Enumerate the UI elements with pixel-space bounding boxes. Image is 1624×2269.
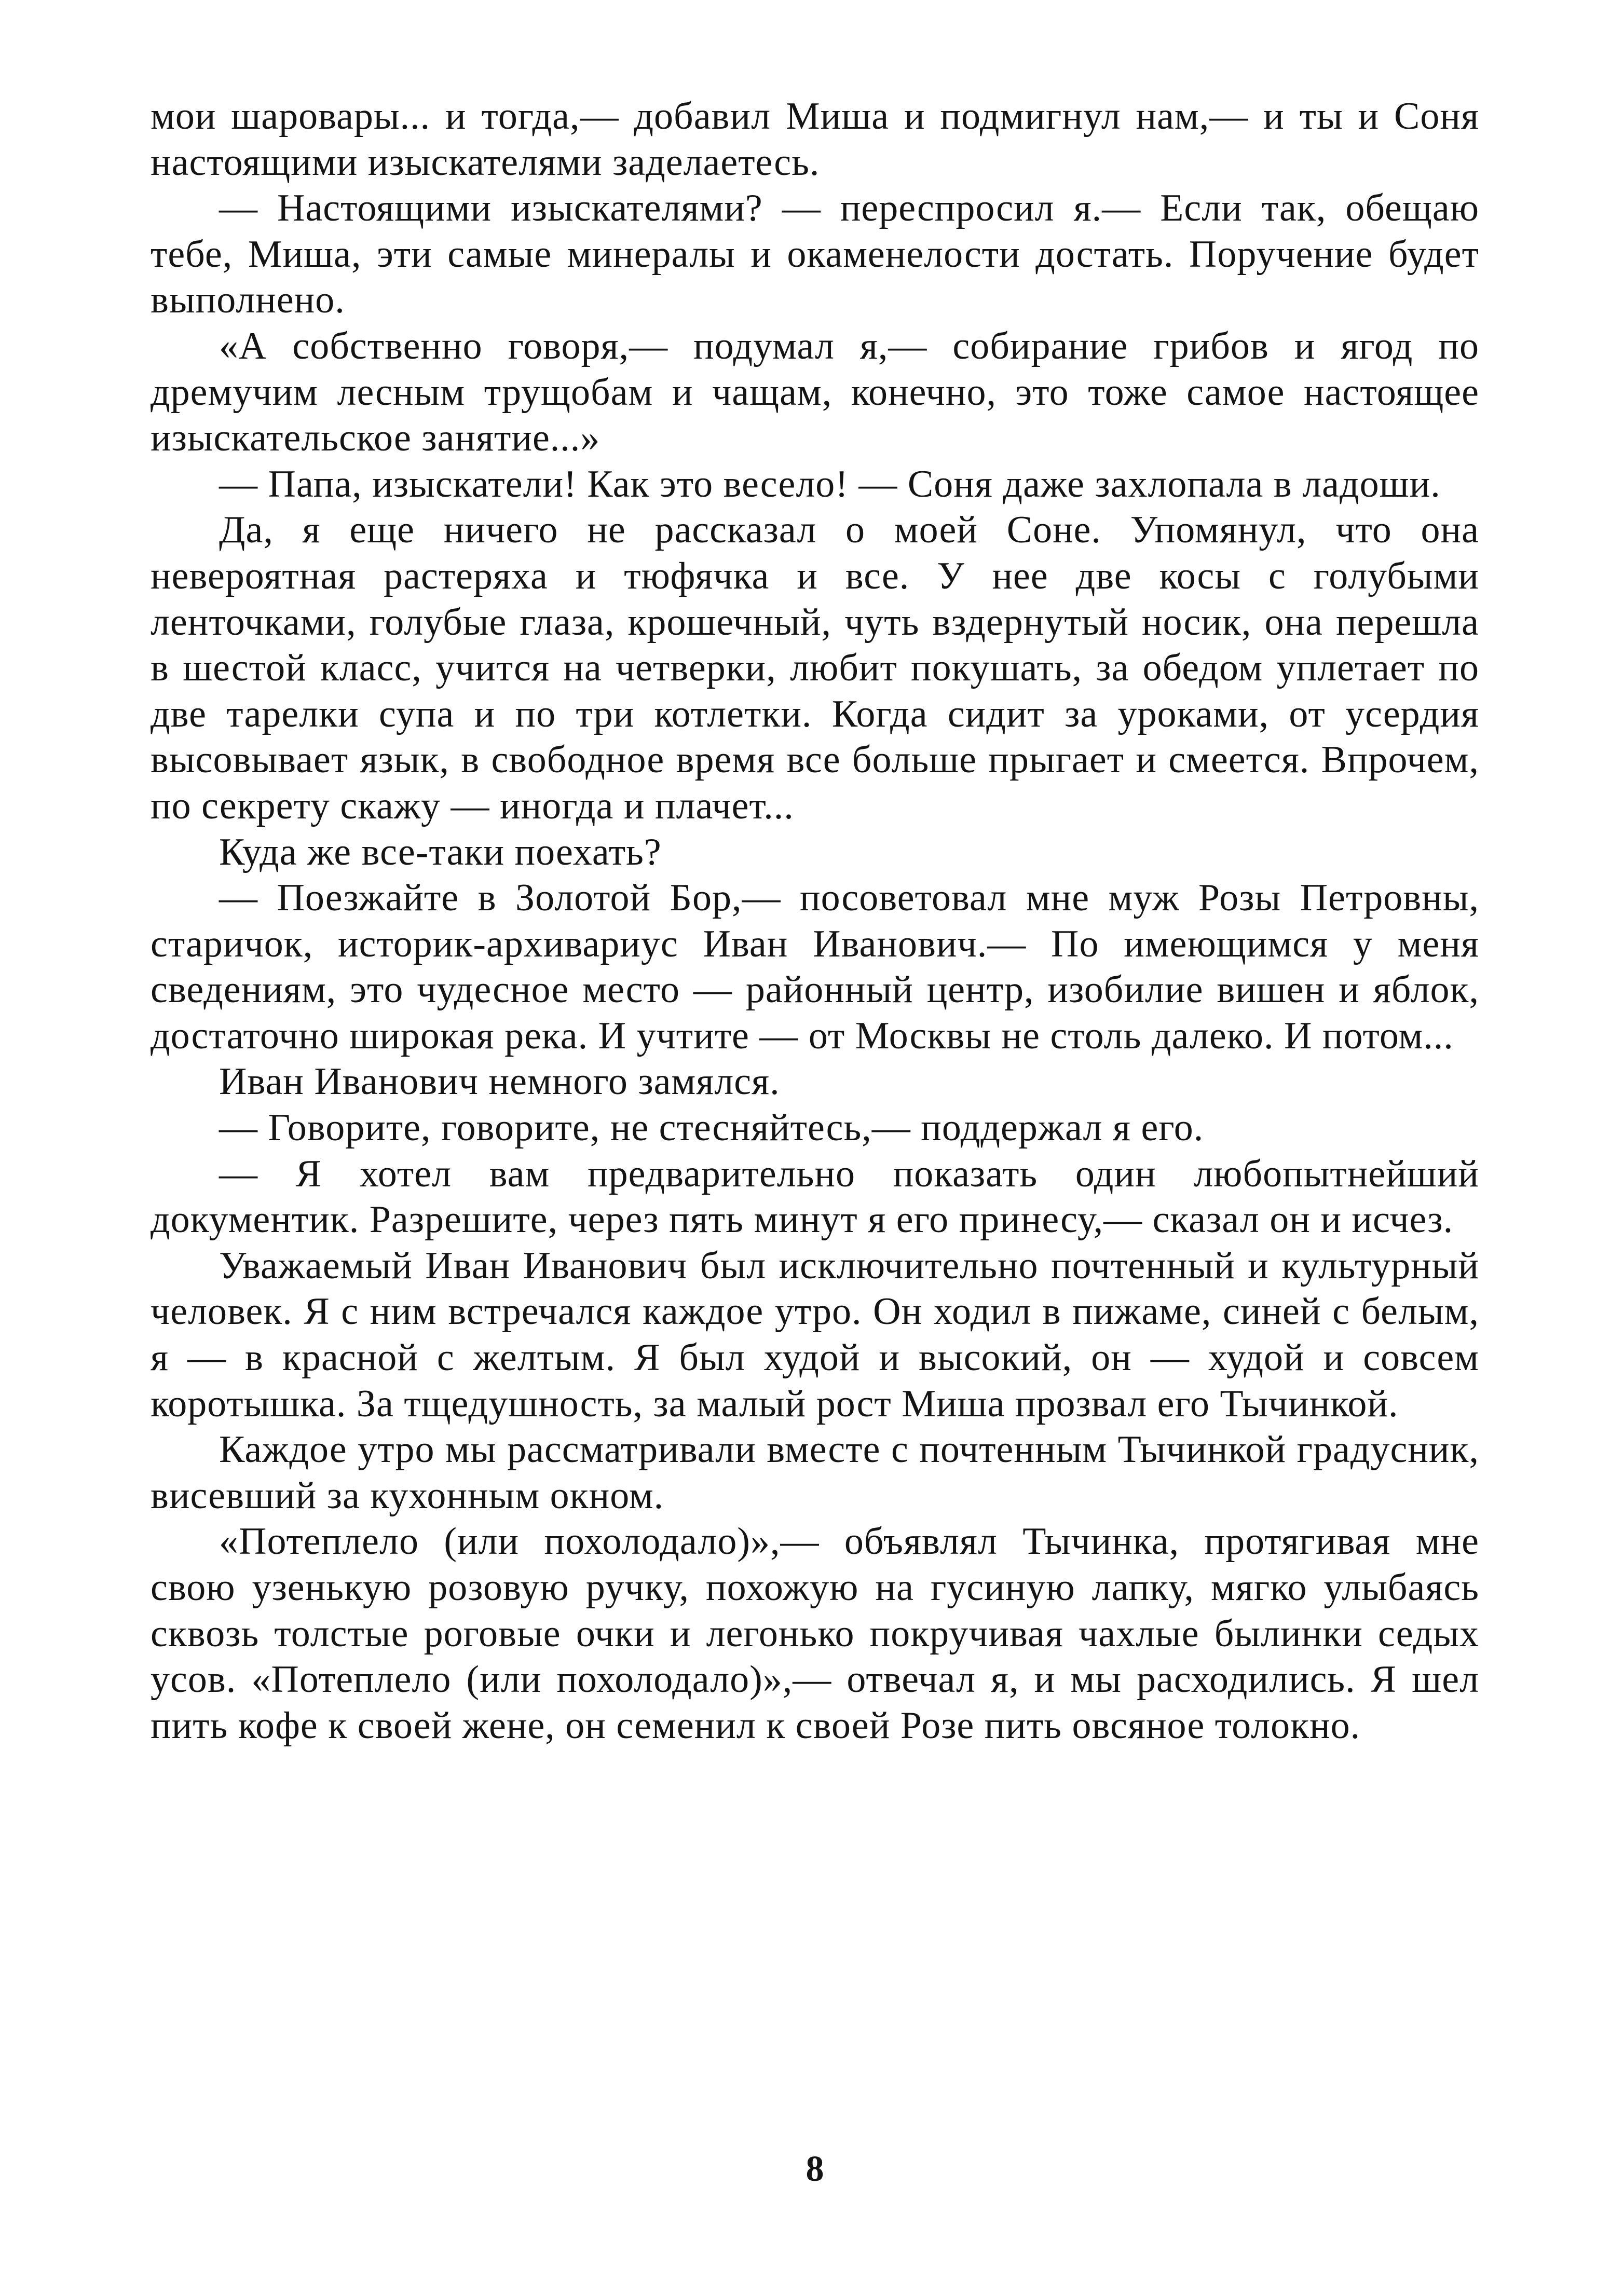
paragraph-dialogue: — Папа, изыскатели! Как это весело! — Соня даже захлопала в ладоши. [219, 462, 1441, 505]
paragraph-narration: Каждое утро мы рассматривали вместе с почтенным Тычинкой градусник, висевший за кухонным окном. [151, 1428, 1479, 1517]
paragraph-narration: Уважаемый Иван Иванович был исключительно почтенный и культурный человек. Я с ним встречался каждое утро. Он ходил в пижаме, синей с белым, я — в красной с желтым. Я был худой и высокий, он — худой и совсем коротышка. За тщедушность, за малый рост Миша прозвал его Тычинкой. [151, 1244, 1479, 1425]
page-number: 8 [806, 2149, 824, 2189]
paragraph-narration: Иван Иванович немного замялся. [219, 1060, 780, 1103]
paragraph-dialogue: «Потеплело (или похолодало)»,— объявлял Тычинка, протягивая мне свою узенькую розовую ручку, похожую на гусиную лапку, мягко улыбаясь сквозь толстые роговые очки и легонько покручивая чахлые былинки седых усов. «Потеплело (или похолодало)»,— отвечал я, и мы расходились. Я шел пить кофе к своей жене, он семенил к своей Розе пить овсяное толокно. [151, 1520, 1479, 1747]
paragraph-continuation: мои шаровары... и тогда,— добавил Миша и подмигнул нам,— и ты и Соня настоящими изыскателями заделаетесь. [151, 95, 1479, 184]
paragraph-dialogue: — Говорите, говорите, не стесняйтесь,— поддержал я его. [219, 1106, 1204, 1150]
paragraph-thought: «А собственно говоря,— подумал я,— собирание грибов и ягод по дремучим лесным трущобам и чащам, конечно, это тоже самое настоящее изыскательское занятие...» [151, 324, 1479, 460]
paragraph-narration: Да, я еще ничего не рассказал о моей Соне. Упомянул, что она невероятная растеряха и тюфячка и все. У нее две косы с голубыми ленточками, голубые глаза, крошечный, чуть вздернутый носик, она перешла в шестой класс, учится на четверки, любит покушать, за обедом уплетает по две тарелки супа и по три котлетки. Когда сидит за уроками, от усердия высовывает язык, в свободное время все больше прыгает и смеется. Впрочем, по секрету скажу — иногда и плачет... [151, 509, 1479, 827]
paragraph-dialogue: — Поезжайте в Золотой Бор,— посоветовал мне муж Розы Петровны, старичок, историк-архивариус Иван Иванович.— По имеющимся у меня сведениям, это чудесное место — районный центр, изобилие вишен и яблок, достаточно широкая река. И учтите — от Москвы не столь далеко. И потом... [151, 877, 1479, 1057]
body-text [151, 93, 1479, 1748]
paragraph-narration: Куда же все-таки поехать? [219, 830, 662, 873]
book-page [151, 93, 1479, 2189]
paragraph-dialogue: — Я хотел вам предварительно показать один любопытнейший документик. Разрешите, через пять минут я его принесу,— сказал он и исчез. [151, 1152, 1479, 1241]
paragraph-dialogue: — Настоящими изыскателями? — переспросил я.— Если так, обещаю тебе, Миша, эти самые минералы и окаменелости достать. Поручение будет выполнено. [151, 187, 1479, 322]
